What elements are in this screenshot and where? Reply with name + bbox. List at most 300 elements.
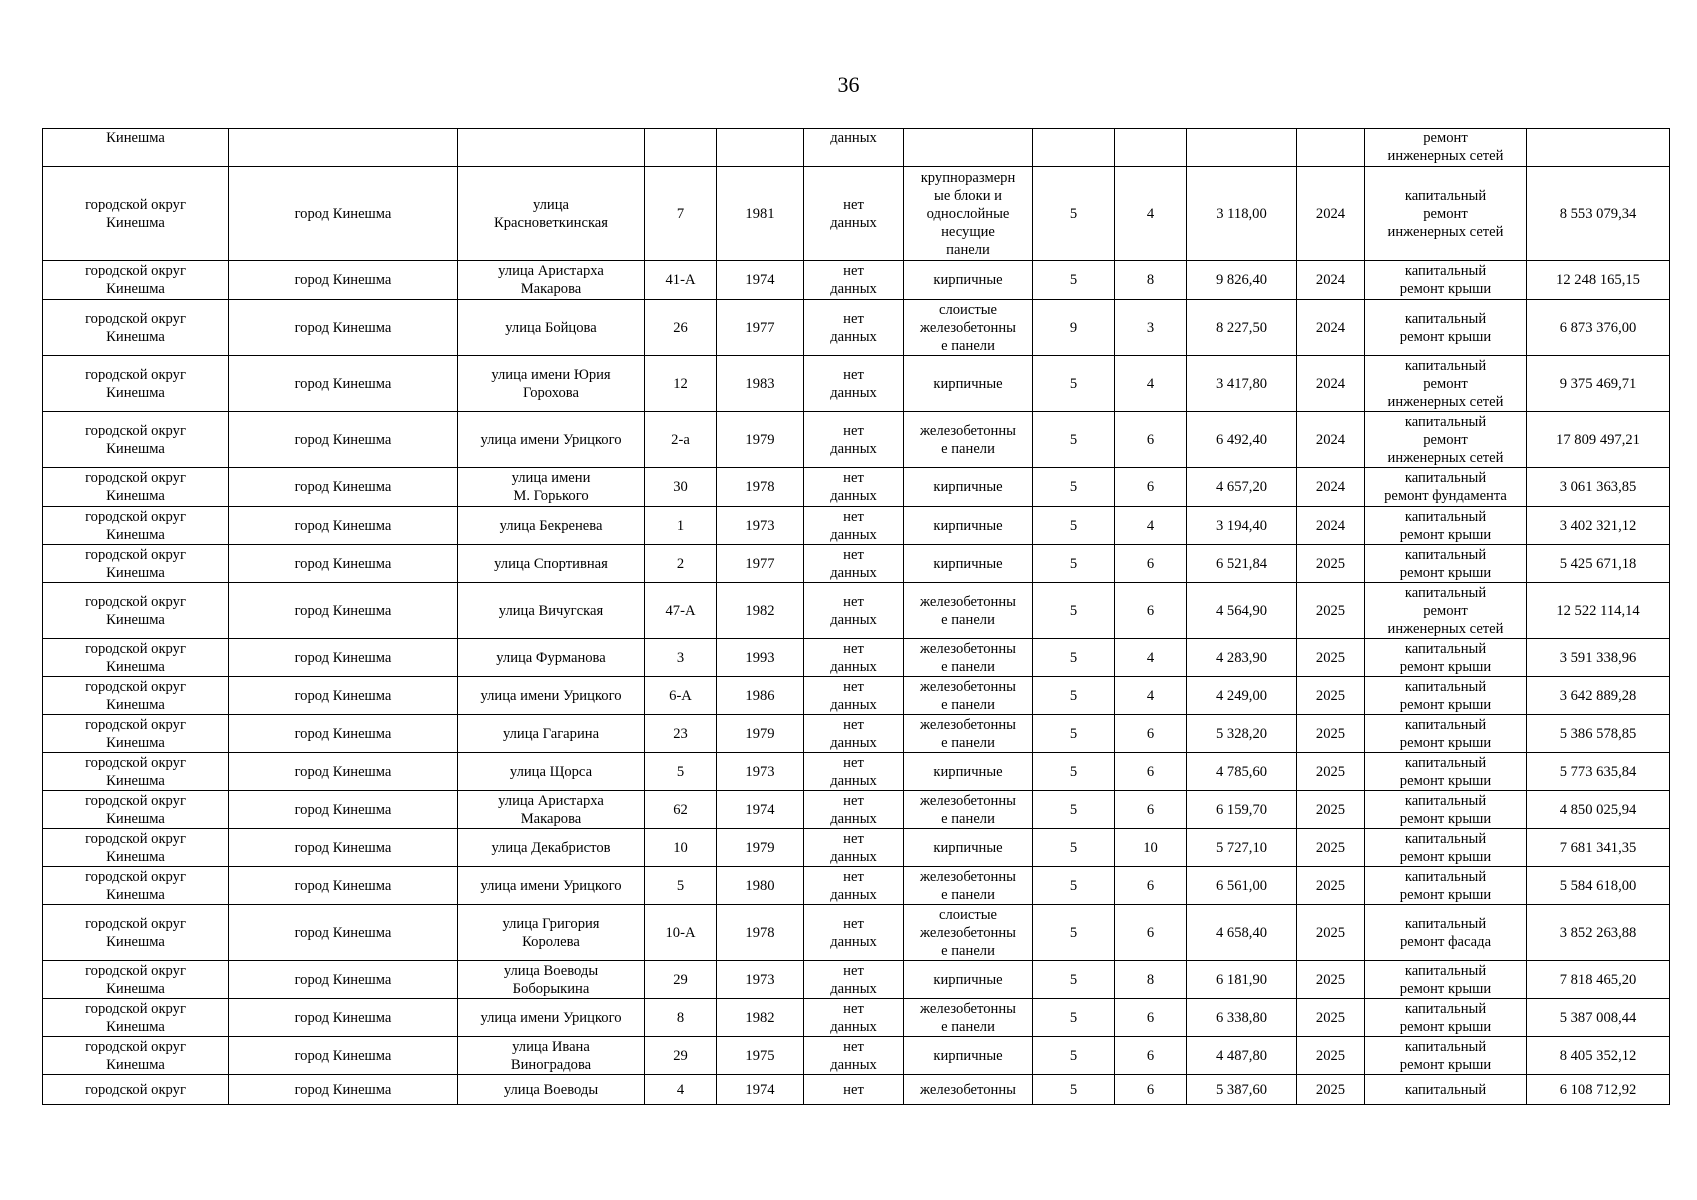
- floors-cell: 5: [1033, 1037, 1115, 1075]
- municipality-cell: городской округ Кинешма: [43, 791, 229, 829]
- house-number-cell: 12: [645, 356, 717, 412]
- street-cell: улица Воеводы Боборыкина: [458, 961, 645, 999]
- wall-material-cell: кирпичные: [904, 1037, 1033, 1075]
- municipality-cell: городской округ Кинешма: [43, 753, 229, 791]
- wall-material-cell: кирпичные: [904, 753, 1033, 791]
- commissioning-cell: нет данных: [804, 261, 904, 300]
- entrances-cell: 8: [1115, 261, 1187, 300]
- house-number-cell: 47-А: [645, 583, 717, 639]
- build-year-cell: 1986: [717, 677, 804, 715]
- work-type-cell: капитальный ремонт фасада: [1365, 905, 1527, 961]
- table-row: [43, 129, 1670, 167]
- street-cell: улица Фурманова: [458, 639, 645, 677]
- area-cell: 4 487,80: [1187, 1037, 1297, 1075]
- work-type-cell: капитальный ремонт крыши: [1365, 639, 1527, 677]
- commissioning-cell: нет данных: [804, 300, 904, 356]
- floors-cell: 5: [1033, 905, 1115, 961]
- work-type-cell: капитальный ремонт крыши: [1365, 999, 1527, 1037]
- locality-cell: город Кинешма: [229, 791, 458, 829]
- build-year-cell: 1982: [717, 999, 804, 1037]
- municipality-cell: городской округ Кинешма: [43, 829, 229, 867]
- work-type-cell: капитальный ремонт инженерных сетей: [1365, 167, 1527, 261]
- house-number-cell: 1: [645, 507, 717, 545]
- wall-material-cell: железобетонны е панели: [904, 412, 1033, 468]
- cost-cell: 6 108 712,92: [1527, 1075, 1670, 1105]
- locality-cell: город Кинешма: [229, 356, 458, 412]
- locality-cell: город Кинешма: [229, 961, 458, 999]
- street-cell: улица Бекренева: [458, 507, 645, 545]
- work-type-cell: капитальный ремонт инженерных сетей: [1365, 356, 1527, 412]
- area-cell: 4 249,00: [1187, 677, 1297, 715]
- area-cell: 5 387,60: [1187, 1075, 1297, 1105]
- cost-cell: 7 681 341,35: [1527, 829, 1670, 867]
- commissioning-cell: нет данных: [804, 1037, 904, 1075]
- commissioning-cell: нет данных: [804, 507, 904, 545]
- area-cell: 4 657,20: [1187, 468, 1297, 507]
- locality-cell: город Кинешма: [229, 167, 458, 261]
- cost-cell: 8 405 352,12: [1527, 1037, 1670, 1075]
- table-row: [43, 905, 1670, 961]
- build-year-cell: 1980: [717, 867, 804, 905]
- municipality-cell: городской округ Кинешма: [43, 468, 229, 507]
- municipality-cell: Кинешма: [43, 129, 229, 167]
- area-cell: 8 227,50: [1187, 300, 1297, 356]
- work-type-cell: капитальный ремонт крыши: [1365, 545, 1527, 583]
- build-year-cell: 1974: [717, 261, 804, 300]
- house-number-cell: 2: [645, 545, 717, 583]
- plan-year-cell: 2025: [1297, 829, 1365, 867]
- wall-material-cell: кирпичные: [904, 829, 1033, 867]
- municipality-cell: городской округ Кинешма: [43, 412, 229, 468]
- wall-material-cell: железобетонны е панели: [904, 715, 1033, 753]
- plan-year-cell: 2025: [1297, 677, 1365, 715]
- locality-cell: город Кинешма: [229, 507, 458, 545]
- commissioning-cell: нет данных: [804, 753, 904, 791]
- area-cell: 3 118,00: [1187, 167, 1297, 261]
- plan-year-cell: 2024: [1297, 356, 1365, 412]
- locality-cell: город Кинешма: [229, 639, 458, 677]
- entrances-cell: 6: [1115, 1075, 1187, 1105]
- work-type-cell: капитальный ремонт крыши: [1365, 829, 1527, 867]
- plan-year-cell: 2025: [1297, 715, 1365, 753]
- street-cell: улица Гагарина: [458, 715, 645, 753]
- municipality-cell: городской округ Кинешма: [43, 507, 229, 545]
- area-cell: 6 181,90: [1187, 961, 1297, 999]
- entrances-cell: 3: [1115, 300, 1187, 356]
- build-year-cell: 1975: [717, 1037, 804, 1075]
- commissioning-cell: нет данных: [804, 905, 904, 961]
- cost-cell: 3 852 263,88: [1527, 905, 1670, 961]
- build-year-cell: 1977: [717, 300, 804, 356]
- street-cell: улица имени М. Горького: [458, 468, 645, 507]
- commissioning-cell: нет данных: [804, 677, 904, 715]
- street-cell: улица Щорса: [458, 753, 645, 791]
- area-cell: 5 727,10: [1187, 829, 1297, 867]
- entrances-cell: 6: [1115, 999, 1187, 1037]
- table-row: [43, 961, 1670, 999]
- floors-cell: 5: [1033, 507, 1115, 545]
- work-type-cell: капитальный ремонт крыши: [1365, 867, 1527, 905]
- work-type-cell: капитальный ремонт крыши: [1365, 961, 1527, 999]
- entrances-cell: 6: [1115, 715, 1187, 753]
- area-cell: 6 561,00: [1187, 867, 1297, 905]
- locality-cell: город Кинешма: [229, 468, 458, 507]
- wall-material-cell: железобетонны е панели: [904, 999, 1033, 1037]
- entrances-cell: 4: [1115, 677, 1187, 715]
- locality-cell: город Кинешма: [229, 545, 458, 583]
- municipality-cell: городской округ Кинешма: [43, 356, 229, 412]
- locality-cell: [229, 129, 458, 167]
- floors-cell: 5: [1033, 999, 1115, 1037]
- house-number-cell: 29: [645, 1037, 717, 1075]
- municipality-cell: городской округ Кинешма: [43, 261, 229, 300]
- build-year-cell: 1973: [717, 753, 804, 791]
- street-cell: улица имени Урицкого: [458, 999, 645, 1037]
- locality-cell: город Кинешма: [229, 677, 458, 715]
- wall-material-cell: кирпичные: [904, 356, 1033, 412]
- table-row: [43, 261, 1670, 300]
- cost-cell: 12 248 165,15: [1527, 261, 1670, 300]
- wall-material-cell: крупноразмерн ые блоки и однослойные несущие панели: [904, 167, 1033, 261]
- house-number-cell: 8: [645, 999, 717, 1037]
- table-body: [43, 129, 1670, 1105]
- area-cell: 6 521,84: [1187, 545, 1297, 583]
- work-type-cell: капитальный ремонт крыши: [1365, 715, 1527, 753]
- build-year-cell: 1977: [717, 545, 804, 583]
- work-type-cell: капитальный ремонт крыши: [1365, 261, 1527, 300]
- municipality-cell: городской округ Кинешма: [43, 961, 229, 999]
- commissioning-cell: нет данных: [804, 583, 904, 639]
- floors-cell: 5: [1033, 639, 1115, 677]
- table-row: [43, 412, 1670, 468]
- table-row: [43, 753, 1670, 791]
- build-year-cell: 1974: [717, 1075, 804, 1105]
- street-cell: улица Воеводы: [458, 1075, 645, 1105]
- street-cell: улица Вичугская: [458, 583, 645, 639]
- plan-year-cell: 2025: [1297, 753, 1365, 791]
- area-cell: 4 283,90: [1187, 639, 1297, 677]
- house-number-cell: 62: [645, 791, 717, 829]
- plan-year-cell: 2024: [1297, 412, 1365, 468]
- table-row: [43, 300, 1670, 356]
- wall-material-cell: кирпичные: [904, 468, 1033, 507]
- work-type-cell: капитальный ремонт крыши: [1365, 300, 1527, 356]
- plan-year-cell: 2025: [1297, 545, 1365, 583]
- street-cell: улица Аристарха Макарова: [458, 791, 645, 829]
- locality-cell: город Кинешма: [229, 1075, 458, 1105]
- table-row: [43, 507, 1670, 545]
- wall-material-cell: [904, 129, 1033, 167]
- table-row: [43, 545, 1670, 583]
- cost-cell: 5 425 671,18: [1527, 545, 1670, 583]
- cost-cell: 5 387 008,44: [1527, 999, 1670, 1037]
- municipality-cell: городской округ: [43, 1075, 229, 1105]
- work-type-cell: капитальный ремонт фундамента: [1365, 468, 1527, 507]
- commissioning-cell: нет данных: [804, 715, 904, 753]
- municipality-cell: городской округ Кинешма: [43, 545, 229, 583]
- floors-cell: 5: [1033, 715, 1115, 753]
- page-number: 36: [837, 72, 860, 97]
- plan-year-cell: 2025: [1297, 999, 1365, 1037]
- entrances-cell: 10: [1115, 829, 1187, 867]
- wall-material-cell: слоистые железобетонны е панели: [904, 300, 1033, 356]
- plan-year-cell: 2025: [1297, 791, 1365, 829]
- street-cell: улица Ивана Виноградова: [458, 1037, 645, 1075]
- municipality-cell: городской округ Кинешма: [43, 999, 229, 1037]
- wall-material-cell: кирпичные: [904, 545, 1033, 583]
- plan-year-cell: 2025: [1297, 1075, 1365, 1105]
- floors-cell: 5: [1033, 867, 1115, 905]
- build-year-cell: 1973: [717, 507, 804, 545]
- floors-cell: [1033, 129, 1115, 167]
- locality-cell: город Кинешма: [229, 300, 458, 356]
- entrances-cell: 6: [1115, 753, 1187, 791]
- entrances-cell: 6: [1115, 583, 1187, 639]
- house-number-cell: 41-А: [645, 261, 717, 300]
- floors-cell: 5: [1033, 753, 1115, 791]
- floors-cell: 5: [1033, 412, 1115, 468]
- build-year-cell: 1981: [717, 167, 804, 261]
- cost-cell: 3 402 321,12: [1527, 507, 1670, 545]
- commissioning-cell: нет: [804, 1075, 904, 1105]
- entrances-cell: 6: [1115, 791, 1187, 829]
- work-type-cell: капитальный ремонт инженерных сетей: [1365, 583, 1527, 639]
- entrances-cell: 8: [1115, 961, 1187, 999]
- commissioning-cell: нет данных: [804, 545, 904, 583]
- entrances-cell: 4: [1115, 356, 1187, 412]
- table-row: [43, 791, 1670, 829]
- house-number-cell: 5: [645, 867, 717, 905]
- house-number-cell: 7: [645, 167, 717, 261]
- entrances-cell: 6: [1115, 905, 1187, 961]
- street-cell: [458, 129, 645, 167]
- entrances-cell: [1115, 129, 1187, 167]
- build-year-cell: 1982: [717, 583, 804, 639]
- plan-year-cell: 2025: [1297, 867, 1365, 905]
- house-number-cell: 2-а: [645, 412, 717, 468]
- entrances-cell: 6: [1115, 1037, 1187, 1075]
- street-cell: улица имени Урицкого: [458, 867, 645, 905]
- commissioning-cell: нет данных: [804, 961, 904, 999]
- build-year-cell: 1979: [717, 829, 804, 867]
- cost-cell: 17 809 497,21: [1527, 412, 1670, 468]
- table-row: [43, 356, 1670, 412]
- municipality-cell: городской округ Кинешма: [43, 583, 229, 639]
- floors-cell: 5: [1033, 468, 1115, 507]
- municipality-cell: городской округ Кинешма: [43, 867, 229, 905]
- wall-material-cell: железобетонны е панели: [904, 677, 1033, 715]
- floors-cell: 5: [1033, 261, 1115, 300]
- floors-cell: 5: [1033, 167, 1115, 261]
- plan-year-cell: [1297, 129, 1365, 167]
- locality-cell: город Кинешма: [229, 905, 458, 961]
- floors-cell: 5: [1033, 829, 1115, 867]
- cost-cell: 12 522 114,14: [1527, 583, 1670, 639]
- plan-year-cell: 2024: [1297, 167, 1365, 261]
- municipality-cell: городской округ Кинешма: [43, 639, 229, 677]
- floors-cell: 5: [1033, 545, 1115, 583]
- work-type-cell: капитальный ремонт крыши: [1365, 677, 1527, 715]
- plan-year-cell: 2025: [1297, 639, 1365, 677]
- cost-cell: 5 773 635,84: [1527, 753, 1670, 791]
- area-cell: 3 194,40: [1187, 507, 1297, 545]
- floors-cell: 9: [1033, 300, 1115, 356]
- locality-cell: город Кинешма: [229, 715, 458, 753]
- commissioning-cell: нет данных: [804, 999, 904, 1037]
- municipality-cell: городской округ Кинешма: [43, 167, 229, 261]
- street-cell: улица Григория Королева: [458, 905, 645, 961]
- table-row: [43, 468, 1670, 507]
- municipality-cell: городской округ Кинешма: [43, 1037, 229, 1075]
- cost-cell: 7 818 465,20: [1527, 961, 1670, 999]
- entrances-cell: 4: [1115, 507, 1187, 545]
- wall-material-cell: кирпичные: [904, 261, 1033, 300]
- table-row: [43, 583, 1670, 639]
- house-number-cell: 6-А: [645, 677, 717, 715]
- entrances-cell: 6: [1115, 412, 1187, 468]
- work-type-cell: капитальный ремонт инженерных сетей: [1365, 412, 1527, 468]
- municipality-cell: городской округ Кинешма: [43, 905, 229, 961]
- area-cell: 6 159,70: [1187, 791, 1297, 829]
- locality-cell: город Кинешма: [229, 829, 458, 867]
- house-number-cell: [645, 129, 717, 167]
- work-type-cell: ремонт инженерных сетей: [1365, 129, 1527, 167]
- wall-material-cell: слоистые железобетонны е панели: [904, 905, 1033, 961]
- work-type-cell: капитальный: [1365, 1075, 1527, 1105]
- area-cell: 4 658,40: [1187, 905, 1297, 961]
- plan-year-cell: 2025: [1297, 961, 1365, 999]
- build-year-cell: 1993: [717, 639, 804, 677]
- entrances-cell: 6: [1115, 545, 1187, 583]
- commissioning-cell: нет данных: [804, 867, 904, 905]
- work-type-cell: капитальный ремонт крыши: [1365, 507, 1527, 545]
- house-number-cell: 30: [645, 468, 717, 507]
- work-type-cell: капитальный ремонт крыши: [1365, 1037, 1527, 1075]
- street-cell: улица Бойцова: [458, 300, 645, 356]
- table-row: [43, 677, 1670, 715]
- house-number-cell: 29: [645, 961, 717, 999]
- plan-year-cell: 2024: [1297, 468, 1365, 507]
- house-number-cell: 23: [645, 715, 717, 753]
- commissioning-cell: данных: [804, 129, 904, 167]
- cost-cell: 5 584 618,00: [1527, 867, 1670, 905]
- floors-cell: 5: [1033, 791, 1115, 829]
- build-year-cell: 1973: [717, 961, 804, 999]
- commissioning-cell: нет данных: [804, 829, 904, 867]
- plan-year-cell: 2025: [1297, 583, 1365, 639]
- wall-material-cell: кирпичные: [904, 961, 1033, 999]
- cost-cell: [1527, 129, 1670, 167]
- build-year-cell: [717, 129, 804, 167]
- locality-cell: город Кинешма: [229, 1037, 458, 1075]
- table-row: [43, 1037, 1670, 1075]
- street-cell: улица Аристарха Макарова: [458, 261, 645, 300]
- wall-material-cell: железобетонны: [904, 1075, 1033, 1105]
- floors-cell: 5: [1033, 1075, 1115, 1105]
- house-number-cell: 10: [645, 829, 717, 867]
- cost-cell: 3 591 338,96: [1527, 639, 1670, 677]
- floors-cell: 5: [1033, 677, 1115, 715]
- commissioning-cell: нет данных: [804, 791, 904, 829]
- house-number-cell: 3: [645, 639, 717, 677]
- commissioning-cell: нет данных: [804, 412, 904, 468]
- cost-cell: 4 850 025,94: [1527, 791, 1670, 829]
- build-year-cell: 1978: [717, 468, 804, 507]
- street-cell: улица имени Урицкого: [458, 677, 645, 715]
- municipality-cell: городской округ Кинешма: [43, 677, 229, 715]
- cost-cell: 3 061 363,85: [1527, 468, 1670, 507]
- build-year-cell: 1974: [717, 791, 804, 829]
- build-year-cell: 1978: [717, 905, 804, 961]
- floors-cell: 5: [1033, 356, 1115, 412]
- street-cell: улица Красноветкинская: [458, 167, 645, 261]
- plan-year-cell: 2025: [1297, 905, 1365, 961]
- commissioning-cell: нет данных: [804, 167, 904, 261]
- commissioning-cell: нет данных: [804, 468, 904, 507]
- commissioning-cell: нет данных: [804, 356, 904, 412]
- area-cell: 6 338,80: [1187, 999, 1297, 1037]
- floors-cell: 5: [1033, 583, 1115, 639]
- entrances-cell: 6: [1115, 867, 1187, 905]
- table-row: [43, 999, 1670, 1037]
- house-number-cell: 5: [645, 753, 717, 791]
- locality-cell: город Кинешма: [229, 753, 458, 791]
- wall-material-cell: железобетонны е панели: [904, 791, 1033, 829]
- area-cell: 3 417,80: [1187, 356, 1297, 412]
- table-row: [43, 867, 1670, 905]
- cost-cell: 5 386 578,85: [1527, 715, 1670, 753]
- cost-cell: 3 642 889,28: [1527, 677, 1670, 715]
- wall-material-cell: железобетонны е панели: [904, 639, 1033, 677]
- table-row: [43, 715, 1670, 753]
- plan-year-cell: 2025: [1297, 1037, 1365, 1075]
- cost-cell: 6 873 376,00: [1527, 300, 1670, 356]
- commissioning-cell: нет данных: [804, 639, 904, 677]
- wall-material-cell: кирпичные: [904, 507, 1033, 545]
- area-cell: 6 492,40: [1187, 412, 1297, 468]
- street-cell: улица Спортивная: [458, 545, 645, 583]
- plan-year-cell: 2024: [1297, 507, 1365, 545]
- street-cell: улица Декабристов: [458, 829, 645, 867]
- work-type-cell: капитальный ремонт крыши: [1365, 791, 1527, 829]
- locality-cell: город Кинешма: [229, 867, 458, 905]
- build-year-cell: 1979: [717, 412, 804, 468]
- wall-material-cell: железобетонны е панели: [904, 867, 1033, 905]
- street-cell: улица имени Урицкого: [458, 412, 645, 468]
- municipality-cell: городской округ Кинешма: [43, 300, 229, 356]
- table-row: [43, 639, 1670, 677]
- locality-cell: город Кинешма: [229, 412, 458, 468]
- table-row: [43, 167, 1670, 261]
- municipality-cell: городской округ Кинешма: [43, 715, 229, 753]
- plan-year-cell: 2024: [1297, 300, 1365, 356]
- plan-year-cell: 2024: [1297, 261, 1365, 300]
- build-year-cell: 1983: [717, 356, 804, 412]
- area-cell: 5 328,20: [1187, 715, 1297, 753]
- entrances-cell: 6: [1115, 468, 1187, 507]
- cost-cell: 8 553 079,34: [1527, 167, 1670, 261]
- area-cell: [1187, 129, 1297, 167]
- work-type-cell: капитальный ремонт крыши: [1365, 753, 1527, 791]
- cost-cell: 9 375 469,71: [1527, 356, 1670, 412]
- house-number-cell: 4: [645, 1075, 717, 1105]
- build-year-cell: 1979: [717, 715, 804, 753]
- house-number-cell: 10-А: [645, 905, 717, 961]
- area-cell: 4 785,60: [1187, 753, 1297, 791]
- locality-cell: город Кинешма: [229, 583, 458, 639]
- locality-cell: город Кинешма: [229, 999, 458, 1037]
- entrances-cell: 4: [1115, 167, 1187, 261]
